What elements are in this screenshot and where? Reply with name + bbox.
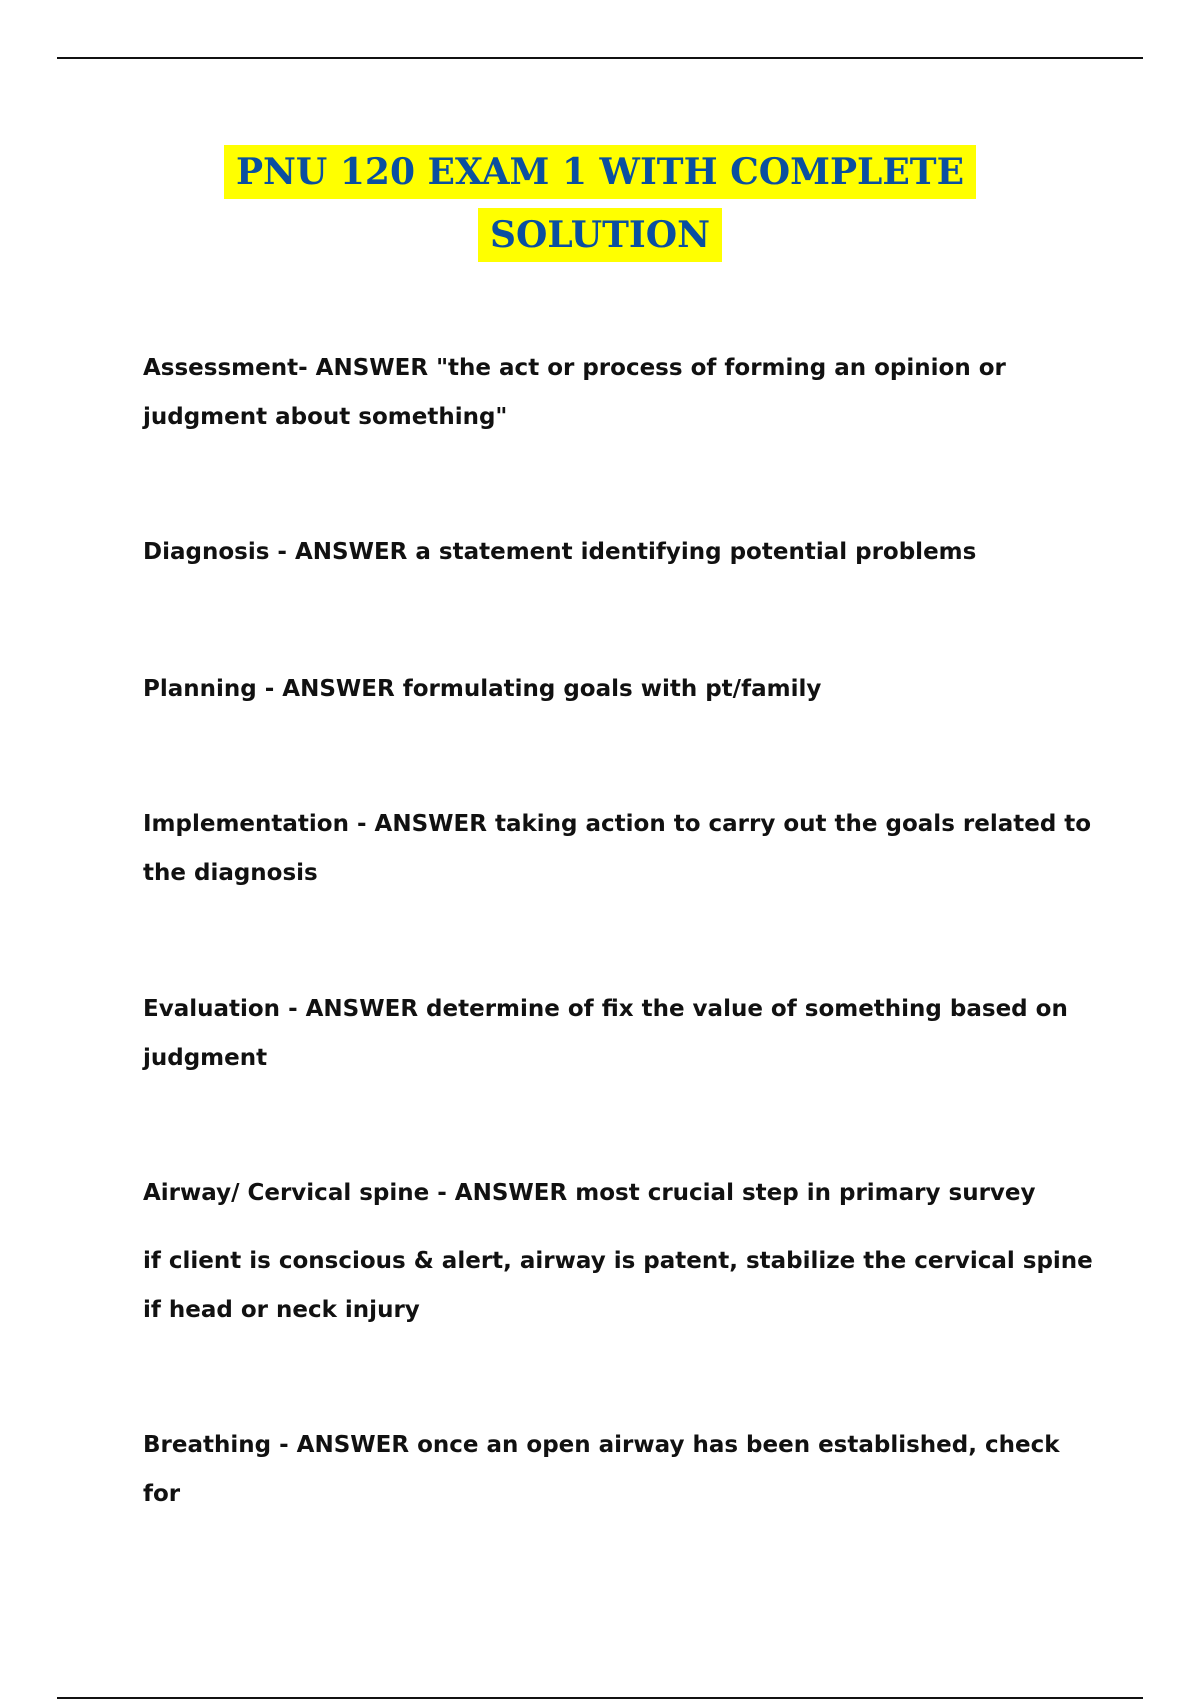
entry-planning bbox=[143, 665, 1103, 714]
title-line-2 bbox=[0, 208, 1200, 271]
entry-breathing bbox=[143, 1421, 1103, 1519]
entry-term: Implementation - ANSWER bbox=[143, 811, 487, 837]
entry-term: Diagnosis - ANSWER bbox=[143, 539, 408, 565]
entry-paragraph bbox=[143, 344, 1103, 442]
entry-definition: formulating goals with pt/family bbox=[402, 676, 822, 702]
entry-definition: determine of fix the value of something based on judgment bbox=[143, 996, 1068, 1071]
entry-paragraph bbox=[143, 1169, 1103, 1218]
top-rule bbox=[57, 57, 1143, 59]
entry-term: Breathing - ANSWER bbox=[143, 1432, 410, 1458]
entry-definition: taking action to carry out the goals related to the diagnosis bbox=[143, 811, 1092, 886]
entry-paragraph bbox=[143, 528, 1103, 577]
bottom-rule bbox=[57, 1697, 1143, 1699]
entry-term: Airway/ Cervical spine - ANSWER bbox=[143, 1180, 568, 1206]
entry-assessment bbox=[143, 344, 1103, 442]
entry-definition: most crucial step in primary survey bbox=[575, 1180, 1036, 1206]
title-line-1-text: PNU 120 EXAM 1 WITH COMPLETE bbox=[224, 145, 976, 199]
entry-airway-cervical-spine bbox=[143, 1169, 1103, 1335]
entry-term: Planning - ANSWER bbox=[143, 676, 395, 702]
entry-paragraph bbox=[143, 665, 1103, 714]
entry-term: Evaluation - ANSWER bbox=[143, 996, 419, 1022]
title-line-2-text: SOLUTION bbox=[478, 208, 722, 262]
entry-evaluation bbox=[143, 985, 1103, 1083]
entry-implementation bbox=[143, 800, 1103, 898]
entry-extra-paragraph: if client is conscious & alert, airway is patent, stabilize the cervical spine if head or neck injury bbox=[143, 1248, 1093, 1323]
entry-definition: "the act or process of forming an opinion or judgment about something" bbox=[143, 355, 1006, 430]
entry-diagnosis bbox=[143, 528, 1103, 577]
entry-term: Assessment- ANSWER bbox=[143, 355, 429, 381]
entry-paragraph bbox=[143, 1421, 1103, 1519]
document-title bbox=[0, 145, 1200, 271]
entry-paragraph bbox=[143, 800, 1103, 898]
entry-paragraph bbox=[143, 985, 1103, 1083]
title-line-1 bbox=[0, 145, 1200, 208]
entry-definition: a statement identifying potential problems bbox=[415, 539, 977, 565]
entry-definition: once an open airway has been established, check for bbox=[143, 1432, 1060, 1507]
